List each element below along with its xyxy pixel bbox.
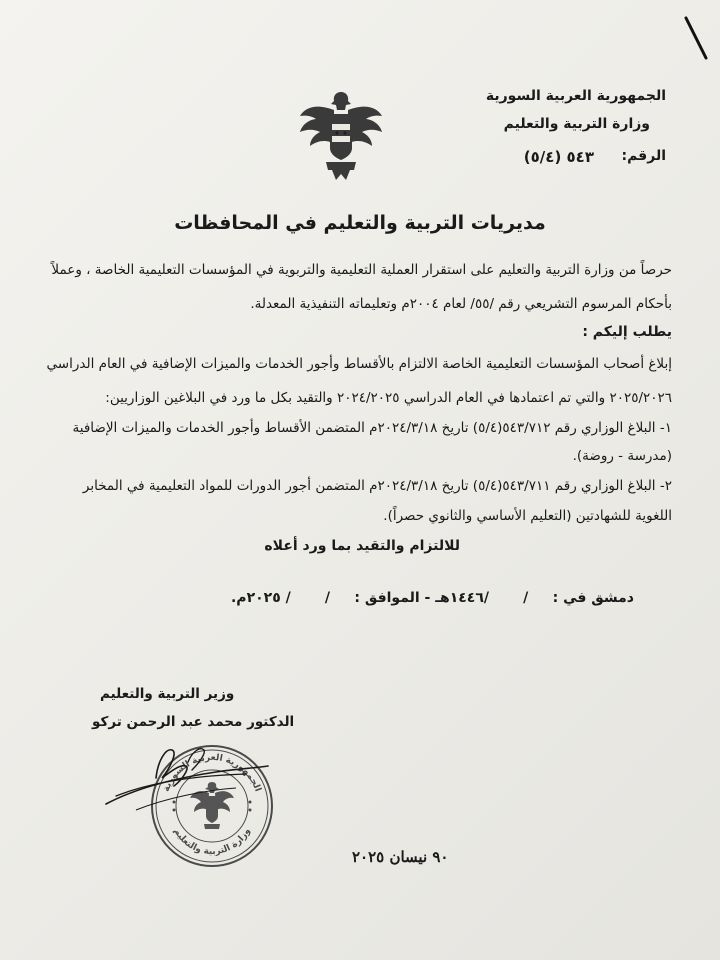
stamp-date: ٩٠ نيسان ٢٠٢٥: [352, 848, 449, 866]
stamp-text-bottom: وزارة التربية والتعليم: [171, 826, 253, 858]
paragraph-1-line-1: حرصاً من وزارة التربية والتعليم على استقرار العملية التعليمية والتربوية في المؤسسات التعليمية الخاصة ، وعملاً: [51, 262, 672, 278]
item-1-line-1: ١- البلاغ الوزاري رقم ٥٤٣/٧١٢(٥/٤) تاريخ ٢٠٢٤/٣/١٨م المتضمن الأقساط وأجور الخدمات والميزات الإضافية: [72, 420, 672, 436]
item-1-line-2: (مدرسة - روضة).: [572, 448, 672, 464]
syrian-eagle-emblem-icon: [296, 84, 386, 184]
item-2-line-2: اللغوية للشهادتين (التعليم الأساسي والثانوي حصراً).: [383, 508, 672, 524]
paragraph-1-line-2: بأحكام المرسوم التشريعي رقم /٥٥/ لعام ٢٠٠٤م وتعليماته التنفيذية المعدلة.: [250, 296, 672, 312]
reference-number: ٥٤٣ (٥/٤): [523, 148, 594, 166]
header-republic: الجمهورية العربية السورية: [485, 88, 666, 104]
paragraph-2-line-2: ٢٠٢٥/٢٠٢٦ والتي تم اعتمادها في العام الدراسي ٢٠٢٤/٢٠٢٥ والتقيد بكل ما ورد في البلاغين الوزاريين:: [105, 390, 672, 406]
stamp-text-top: الجمهورية العربية السورية: [161, 752, 263, 794]
signatory-name: الدكتور محمد عبد الرحمن تركو: [92, 714, 295, 730]
signatory-title: وزير التربية والتعليم: [100, 686, 235, 702]
request-heading: يطلب إليكم :: [582, 324, 672, 340]
date-line: دمشق في : / /١٤٤٦هـ - الموافق : / / ٢٠٢٥م.: [230, 590, 634, 606]
item-2-line-1: ٢- البلاغ الوزاري رقم ٥٤٣/٧١١(٥/٤) تاريخ ٢٠٢٤/٣/١٨م المتضمن أجور الدورات للمواد التعليمية في المخابر: [82, 478, 672, 494]
reference-label: الرقم:: [621, 148, 666, 164]
paragraph-2-line-1: إبلاغ أصحاب المؤسسات التعليمية الخاصة الالتزام بالأقساط وأجور الخدمات والميزات الإضافية في العام الدراسي: [46, 356, 672, 372]
corner-pen-mark: [682, 14, 712, 64]
header-ministry: وزارة التربية والتعليم: [503, 116, 650, 132]
handwritten-signature: [96, 738, 276, 818]
document-title: مديريات التربية والتعليم في المحافظات: [174, 212, 546, 234]
closing-line: للالتزام والتقيد بما ورد أعلاه: [264, 538, 460, 554]
